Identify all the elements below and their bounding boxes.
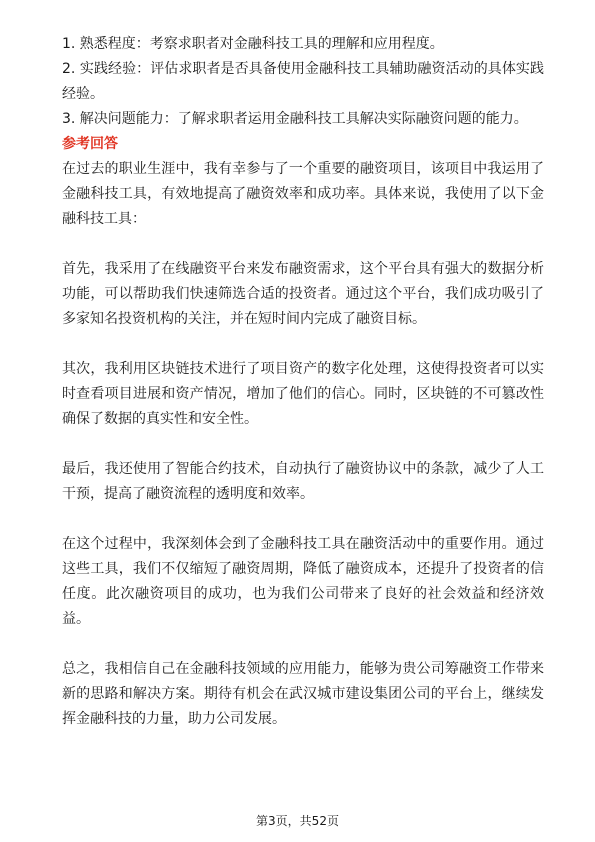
answer-paragraph-conclusion: 总之，我相信自己在金融科技领域的应用能力，能够为贵公司筹融资工作带来新的思路和解决方案。期待有机会在武汉城市建设集团公司的平台上，继续发挥金融科技的力量，助力公司发展。 (62, 661, 544, 727)
page-content (62, 32, 544, 732)
criteria-item-experience: 2. 实践经验：评估求职者是否具备使用金融科技工具辅助融资活动的具体实践经验。 (62, 61, 544, 102)
answer-heading: 参考回答 (62, 136, 118, 152)
answer-paragraph-first: 首先，我采用了在线融资平台来发布融资需求，这个平台具有强大的数据分析功能，可以帮助我们快速筛选合适的投资者。通过这个平台，我们成功吸引了多家知名投资机构的关注，并在短时间内完成了融资目标。 (62, 261, 544, 327)
page-number-footer: 第3页，共52页 (256, 814, 339, 828)
answer-paragraph-reflection: 在这个过程中，我深刻体会到了金融科技工具在融资活动中的重要作用。通过这些工具，我们不仅缩短了融资周期，降低了融资成本，还提升了投资者的信任度。此次融资项目的成功，也为我们公司带来了良好的社会效益和经济效益。 (62, 536, 544, 627)
answer-paragraph-third: 最后，我还使用了智能合约技术，自动执行了融资协议中的条款，减少了人工干预，提高了融资流程的透明度和效率。 (62, 461, 544, 502)
answer-paragraph-second: 其次，我利用区块链技术进行了项目资产的数字化处理，这使得投资者可以实时查看项目进展和资产情况，增加了他们的信心。同时，区块链的不可篡改性确保了数据的真实性和安全性。 (62, 361, 544, 427)
criteria-item-familiarity: 1. 熟悉程度：考察求职者对金融科技工具的理解和应用程度。 (62, 36, 444, 52)
criteria-item-problem-solving: 3. 解决问题能力：了解求职者运用金融科技工具解决实际融资问题的能力。 (62, 111, 528, 127)
answer-paragraph-intro: 在过去的职业生涯中，我有幸参与了一个重要的融资项目，该项目中我运用了金融科技工具，有效地提高了融资效率和成功率。具体来说，我使用了以下金融科技工具： (62, 161, 544, 227)
